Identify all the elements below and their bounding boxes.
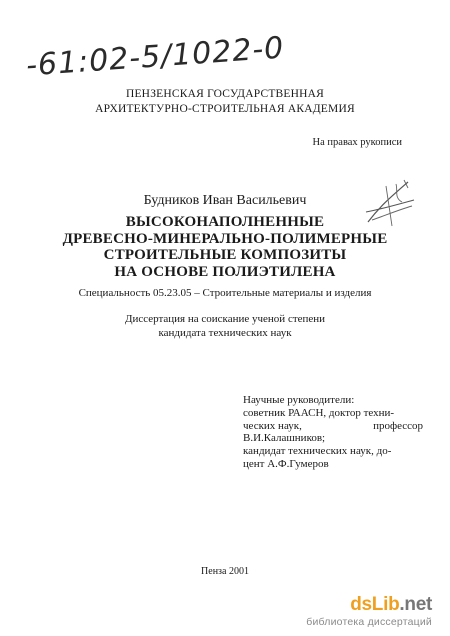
supervisors-line-6: цент А.Ф.Гумеров [243, 457, 329, 470]
watermark-logo-main: dsLib [350, 594, 400, 615]
handwritten-registry-code [22, 28, 312, 86]
supervisors-line-3-left: ческих наук, [243, 419, 302, 432]
watermark-link[interactable] [242, 590, 442, 630]
supervisors-line-3 [243, 420, 423, 433]
title-line-2: ДРЕВЕСНО-МИНЕРАЛЬНО-ПОЛИМЕРНЫЕ [62, 230, 388, 247]
watermark-subtitle: библиотека диссертаций [306, 616, 432, 628]
degree-line-1: Диссертация на соискание ученой степени [124, 313, 326, 325]
supervisors-line-3-right: профессор [373, 419, 423, 432]
dissertation-degree [0, 313, 450, 340]
dissertation-title [0, 214, 450, 280]
city-year: Пенза 2001 [201, 566, 249, 577]
organization-line-2: АРХИТЕКТУРНО-СТРОИТЕЛЬНАЯ АКАДЕМИЯ [95, 103, 355, 115]
rights-notice: На правах рукописи [312, 137, 402, 148]
degree-line-2: кандидата технических наук [158, 326, 292, 339]
organization-line-1: ПЕНЗЕНСКАЯ ГОСУДАРСТВЕННАЯ [125, 88, 325, 100]
watermark-logo [350, 594, 432, 616]
supervisors-block [243, 394, 423, 471]
handwritten-code-text: -61:02-5/1022-0 [25, 30, 286, 84]
title-line-1: ВЫСОКОНАПОЛНЕННЫЕ [125, 214, 325, 230]
supervisors-line-2: советник РААСН, доктор техни- [243, 406, 395, 419]
specialty-line: Специальность 05.23.05 – Строительные материалы и изделия [78, 287, 372, 299]
author-name: Будников Иван Васильевич [143, 193, 307, 208]
title-line-3: СТРОИТЕЛЬНЫЕ КОМПОЗИТЫ [103, 247, 347, 263]
title-line-4: НА ОСНОВЕ ПОЛИЭТИЛЕНА [114, 263, 336, 280]
supervisors-heading: Научные руководители: [243, 394, 355, 406]
supervisors-line-4: В.И.Калашников; [243, 432, 326, 445]
supervisors-line-5: кандидат технических наук, до- [243, 445, 392, 458]
watermark-logo-tld: .net [399, 594, 432, 615]
